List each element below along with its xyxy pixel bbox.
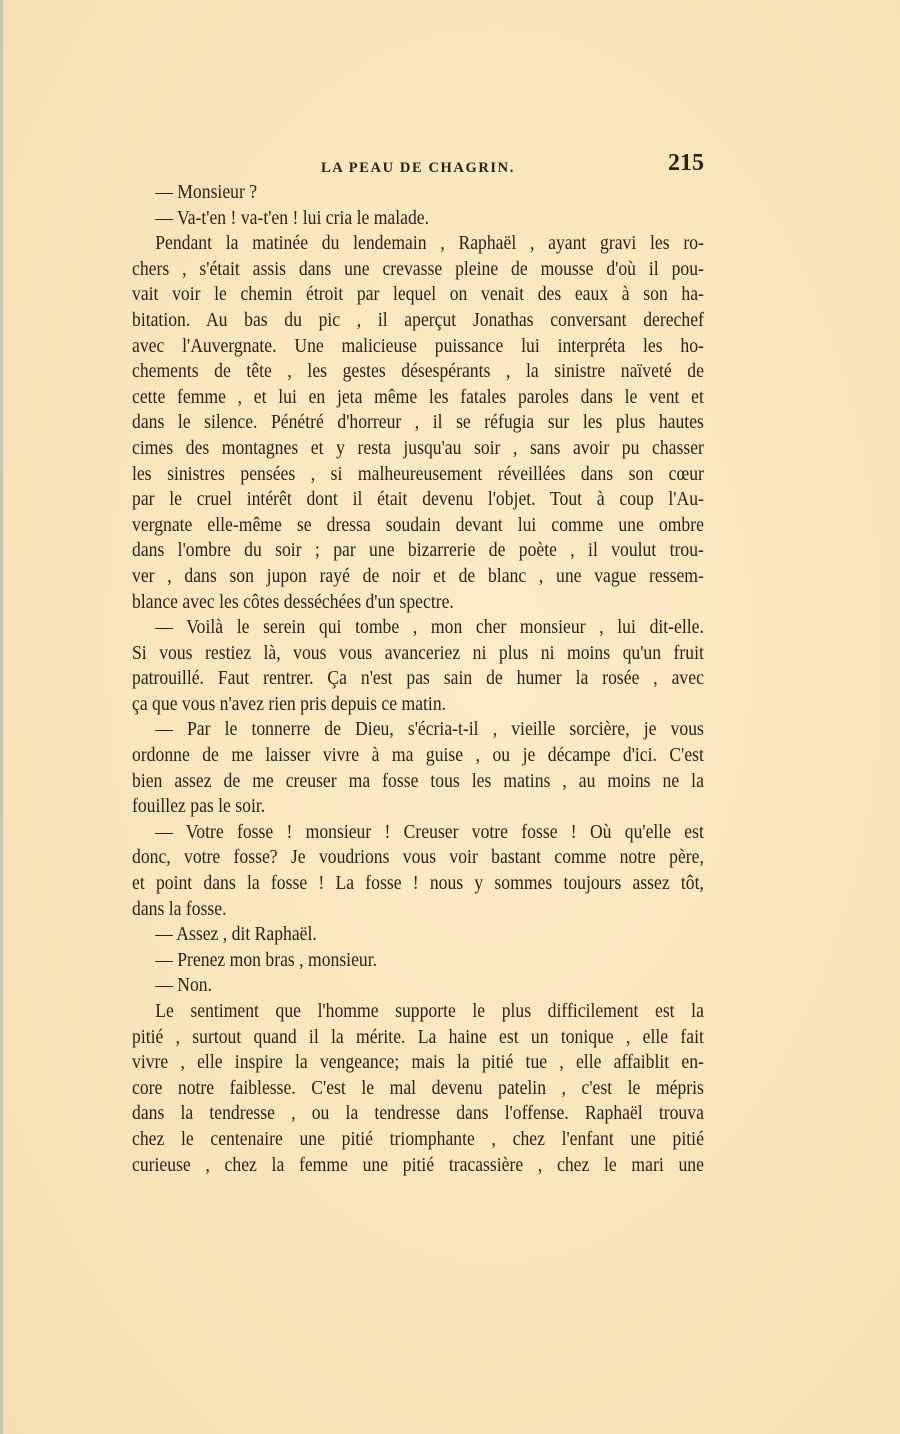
text-line: ver , dans son jupon rayé de noir et de blanc , une vague ressem- xyxy=(132,564,704,587)
text-line: cette femme , et lui en jeta même les fatales paroles dans le vent et xyxy=(132,385,704,408)
text-line: fouillez pas le soir. xyxy=(132,795,266,818)
text-line: — Assez , dit Raphaël. xyxy=(155,923,317,946)
text-line: ordonne de me laisser vivre à ma guise , ou je décampe d'ici. C'est xyxy=(132,744,704,767)
text-line: chez le centenaire une pitié triomphante , chez l'enfant une pitié xyxy=(132,1127,704,1150)
text-line: donc, votre fosse? Je voudrions vous voir bastant comme notre père, xyxy=(132,846,704,869)
text-line: — Non. xyxy=(155,974,213,997)
text-line: dans la tendresse , ou la tendresse dans l'offense. Raphaël trouva xyxy=(132,1102,704,1125)
text-line: curieuse , chez la femme une pitié tracassière , chez le mari une xyxy=(132,1153,704,1176)
text-line: bitation. Au bas du pic , il aperçut Jonathas conversant derechef xyxy=(132,308,704,331)
text-line: — Va-t'en ! va-t'en ! lui cria le malade. xyxy=(155,206,430,229)
text-line: Si vous restiez là, vous vous avanceriez ni plus ni moins qu'un fruit xyxy=(132,641,704,664)
text-line: cimes des montagnes et y resta jusqu'au soir , sans avoir pu chasser xyxy=(132,436,704,459)
page-header xyxy=(132,150,704,180)
text-line: pitié , surtout quand il la mérite. La haine est un tonique , elle fait xyxy=(132,1025,704,1048)
text-line: chers , s'était assis dans une crevasse pleine de mousse d'où il pou- xyxy=(132,257,704,280)
text-line: patrouillé. Faut rentrer. Ça n'est pas sain de humer la rosée , avec xyxy=(132,667,704,690)
text-line: — Voilà le serein qui tombe , mon cher monsieur , lui dit-elle. xyxy=(155,616,704,639)
text-line: blance avec les côtes desséchées d'un spectre. xyxy=(132,590,454,613)
text-line: et point dans la fosse ! La fosse ! nous y sommes toujours assez tôt, xyxy=(132,872,704,895)
text-line: vergnate elle-même se dressa soudain devant lui comme une ombre xyxy=(132,513,704,536)
text-line: dans l'ombre du soir ; par une bizarrerie de poète , il voulut trou- xyxy=(132,539,704,562)
text-line: dans le silence. Pénétré d'horreur , il se réfugia sur les plus hautes xyxy=(132,411,704,434)
text-line: Pendant la matinée du lendemain , Raphaël , ayant gravi les ro- xyxy=(155,232,704,255)
running-title: LA PEAU DE CHAGRIN. xyxy=(321,160,515,176)
text-line: — Votre fosse ! monsieur ! Creuser votre fosse ! Où qu'elle est xyxy=(155,820,704,843)
text-line: — Prenez mon bras , monsieur. xyxy=(155,948,378,971)
text-line: bien assez de me creuser ma fosse tous les matins , au moins ne la xyxy=(132,769,704,792)
text-line: — Monsieur ? xyxy=(155,181,258,203)
text-line: core notre faiblesse. C'est le mal devenu patelin , c'est le mépris xyxy=(132,1076,704,1099)
text-line: vivre , elle inspire la vengeance; mais la pitié tue , elle affaiblit en- xyxy=(132,1051,704,1074)
text-line: avec l'Auvergnate. Une malicieuse puissance lui interpréta les ho- xyxy=(132,334,704,357)
page-edge xyxy=(0,0,3,1434)
text-line: ça que vous n'avez rien pris depuis ce matin. xyxy=(132,692,447,715)
text-line: les sinistres pensées , si malheureusement réveillées dans son cœur xyxy=(132,462,704,485)
text-line: Le sentiment que l'homme supporte le plus difficilement est la xyxy=(155,1000,704,1022)
text-line: — Par le tonnerre de Dieu, s'écria-t-il , vieille sorcière, je vous xyxy=(155,718,704,741)
text-line: chements de tête , les gestes désespérants , la sinistre naïveté de xyxy=(132,360,704,383)
text-line: dans la fosse. xyxy=(132,897,227,920)
page-number: 215 xyxy=(668,150,704,176)
body-text xyxy=(132,180,704,1178)
text-line: vait voir le chemin étroit par lequel on venait des eaux à son ha- xyxy=(132,283,704,306)
text-line: par le cruel intérêt dont il était devenu l'objet. Tout à coup l'Au- xyxy=(132,488,704,511)
